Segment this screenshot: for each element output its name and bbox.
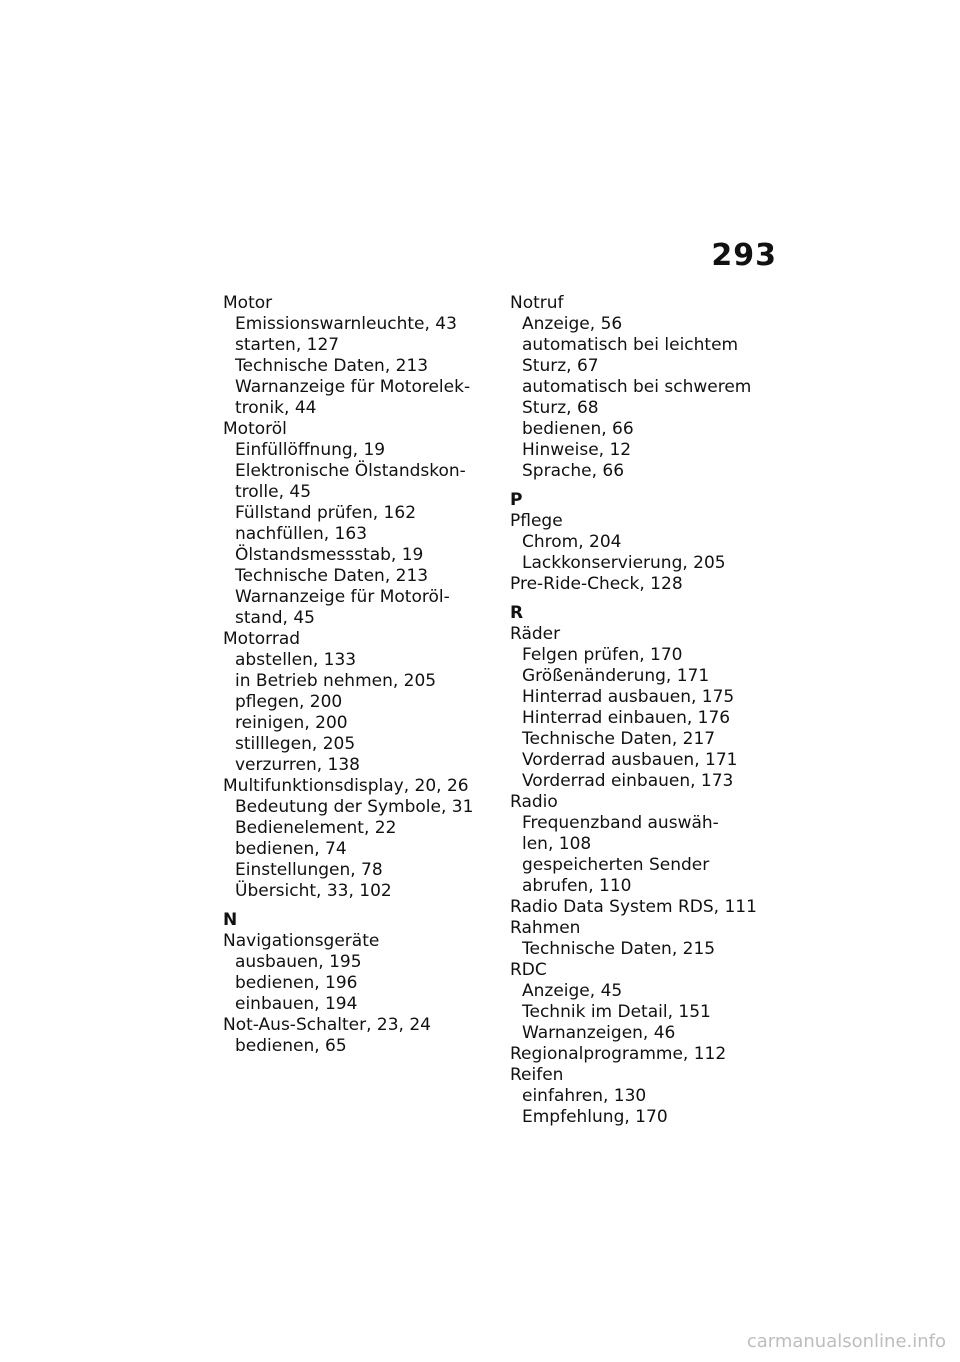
index-entry: Motor [223, 293, 273, 313]
index-subentry: starten, 127 [235, 335, 340, 355]
index-subentry: Emissionswarnleuchte, 43 [235, 314, 457, 334]
index-subentry: bedienen, 66 [522, 419, 634, 439]
index-entry: Motoröl [223, 419, 287, 439]
index-subentry: Elektronische Ölstandskon- [235, 461, 466, 481]
index-subentry: Bedeutung der Symbole, 31 [235, 797, 474, 817]
index-entry: Rahmen [510, 918, 581, 938]
index-column-right [510, 293, 780, 1128]
index-subentry: Hinterrad einbauen, 176 [522, 708, 731, 728]
index-subentry: Sturz, 68 [522, 398, 599, 418]
index-entry: Radio [510, 792, 558, 812]
index-entry: Reifen [510, 1065, 564, 1085]
index-subentry: Technische Daten, 213 [235, 566, 429, 586]
index-subentry: Vorderrad ausbauen, 171 [522, 750, 738, 770]
index-subentry: Größenänderung, 171 [522, 666, 710, 686]
index-subentry: gespeicherten Sender [522, 855, 710, 875]
index-entry: Pre-Ride-Check, 128 [510, 574, 683, 594]
index-entry: Motorrad [223, 629, 301, 649]
index-subentry: Hinterrad ausbauen, 175 [522, 687, 735, 707]
index-subentry: Technische Daten, 215 [522, 939, 716, 959]
index-entry: Pflege [510, 511, 563, 531]
index-subentry: bedienen, 65 [235, 1036, 347, 1056]
index-subentry: Warnanzeigen, 46 [522, 1023, 676, 1043]
index-subentry: pflegen, 200 [235, 692, 343, 712]
index-subentry: Anzeige, 45 [522, 981, 623, 1001]
index-subentry: bedienen, 74 [235, 839, 347, 859]
index-subentry: Einstellungen, 78 [235, 860, 383, 880]
index-letter-heading: P [510, 490, 523, 510]
index-subentry: Einfüllöffnung, 19 [235, 440, 386, 460]
index-subentry: Sprache, 66 [522, 461, 625, 481]
index-entry: Not-Aus-Schalter, 23, 24 [223, 1015, 431, 1035]
index-subentry: Übersicht, 33, 102 [235, 881, 392, 901]
page-number: 293 [711, 238, 777, 273]
index-subentry: Sturz, 67 [522, 356, 599, 376]
index-subentry: automatisch bei leichtem [522, 335, 739, 355]
index-subentry: Vorderrad einbauen, 173 [522, 771, 734, 791]
index-subentry: Bedienelement, 22 [235, 818, 397, 838]
index-subentry: bedienen, 196 [235, 973, 358, 993]
index-subentry: Felgen prüfen, 170 [522, 645, 683, 665]
index-entry: Multifunktionsdisplay, 20, 26 [223, 776, 469, 796]
index-subentry: abstellen, 133 [235, 650, 357, 670]
index-subentry: einbauen, 194 [235, 994, 358, 1014]
index-subentry: Frequenzband auswäh- [522, 813, 719, 833]
index-letter-heading: R [510, 603, 524, 623]
index-column-left [223, 293, 493, 1057]
index-entry: Notruf [510, 293, 564, 313]
index-subentry: Empfehlung, 170 [522, 1107, 668, 1127]
index-subentry: verzurren, 138 [235, 755, 361, 775]
index-subentry: ausbauen, 195 [235, 952, 362, 972]
index-entry: Radio Data System RDS, 111 [510, 897, 757, 917]
index-subentry: stand, 45 [235, 608, 315, 628]
index-subentry: len, 108 [522, 834, 592, 854]
index-subentry: Technische Daten, 213 [235, 356, 429, 376]
index-subentry: Warnanzeige für Motoröl- [235, 587, 450, 607]
index-subentry: automatisch bei schwerem [522, 377, 752, 397]
index-subentry: tronik, 44 [235, 398, 317, 418]
index-subentry: in Betrieb nehmen, 205 [235, 671, 437, 691]
index-subentry: Lackkonservierung, 205 [522, 553, 726, 573]
index-subentry: Chrom, 204 [522, 532, 622, 552]
index-entry: Navigationsgeräte [223, 931, 380, 951]
index-subentry: reinigen, 200 [235, 713, 348, 733]
index-subentry: stilllegen, 205 [235, 734, 356, 754]
index-subentry: Technische Daten, 217 [522, 729, 716, 749]
index-entry: RDC [510, 960, 547, 980]
index-subentry: abrufen, 110 [522, 876, 632, 896]
index-subentry: Anzeige, 56 [522, 314, 623, 334]
index-subentry: trolle, 45 [235, 482, 312, 502]
index-subentry: Ölstandsmessstab, 19 [235, 545, 424, 565]
index-subentry: Füllstand prüfen, 162 [235, 503, 417, 523]
index-subentry: nachfüllen, 163 [235, 524, 368, 544]
index-subentry: Technik im Detail, 151 [522, 1002, 711, 1022]
index-subentry: einfahren, 130 [522, 1086, 647, 1106]
footer-watermark: carmanualsonline.info [746, 1331, 946, 1352]
index-entry: Regionalprogramme, 112 [510, 1044, 727, 1064]
index-subentry: Warnanzeige für Motorelek- [235, 377, 471, 397]
index-subentry: Hinweise, 12 [522, 440, 632, 460]
index-letter-heading: N [223, 910, 238, 930]
index-entry: Räder [510, 624, 561, 644]
